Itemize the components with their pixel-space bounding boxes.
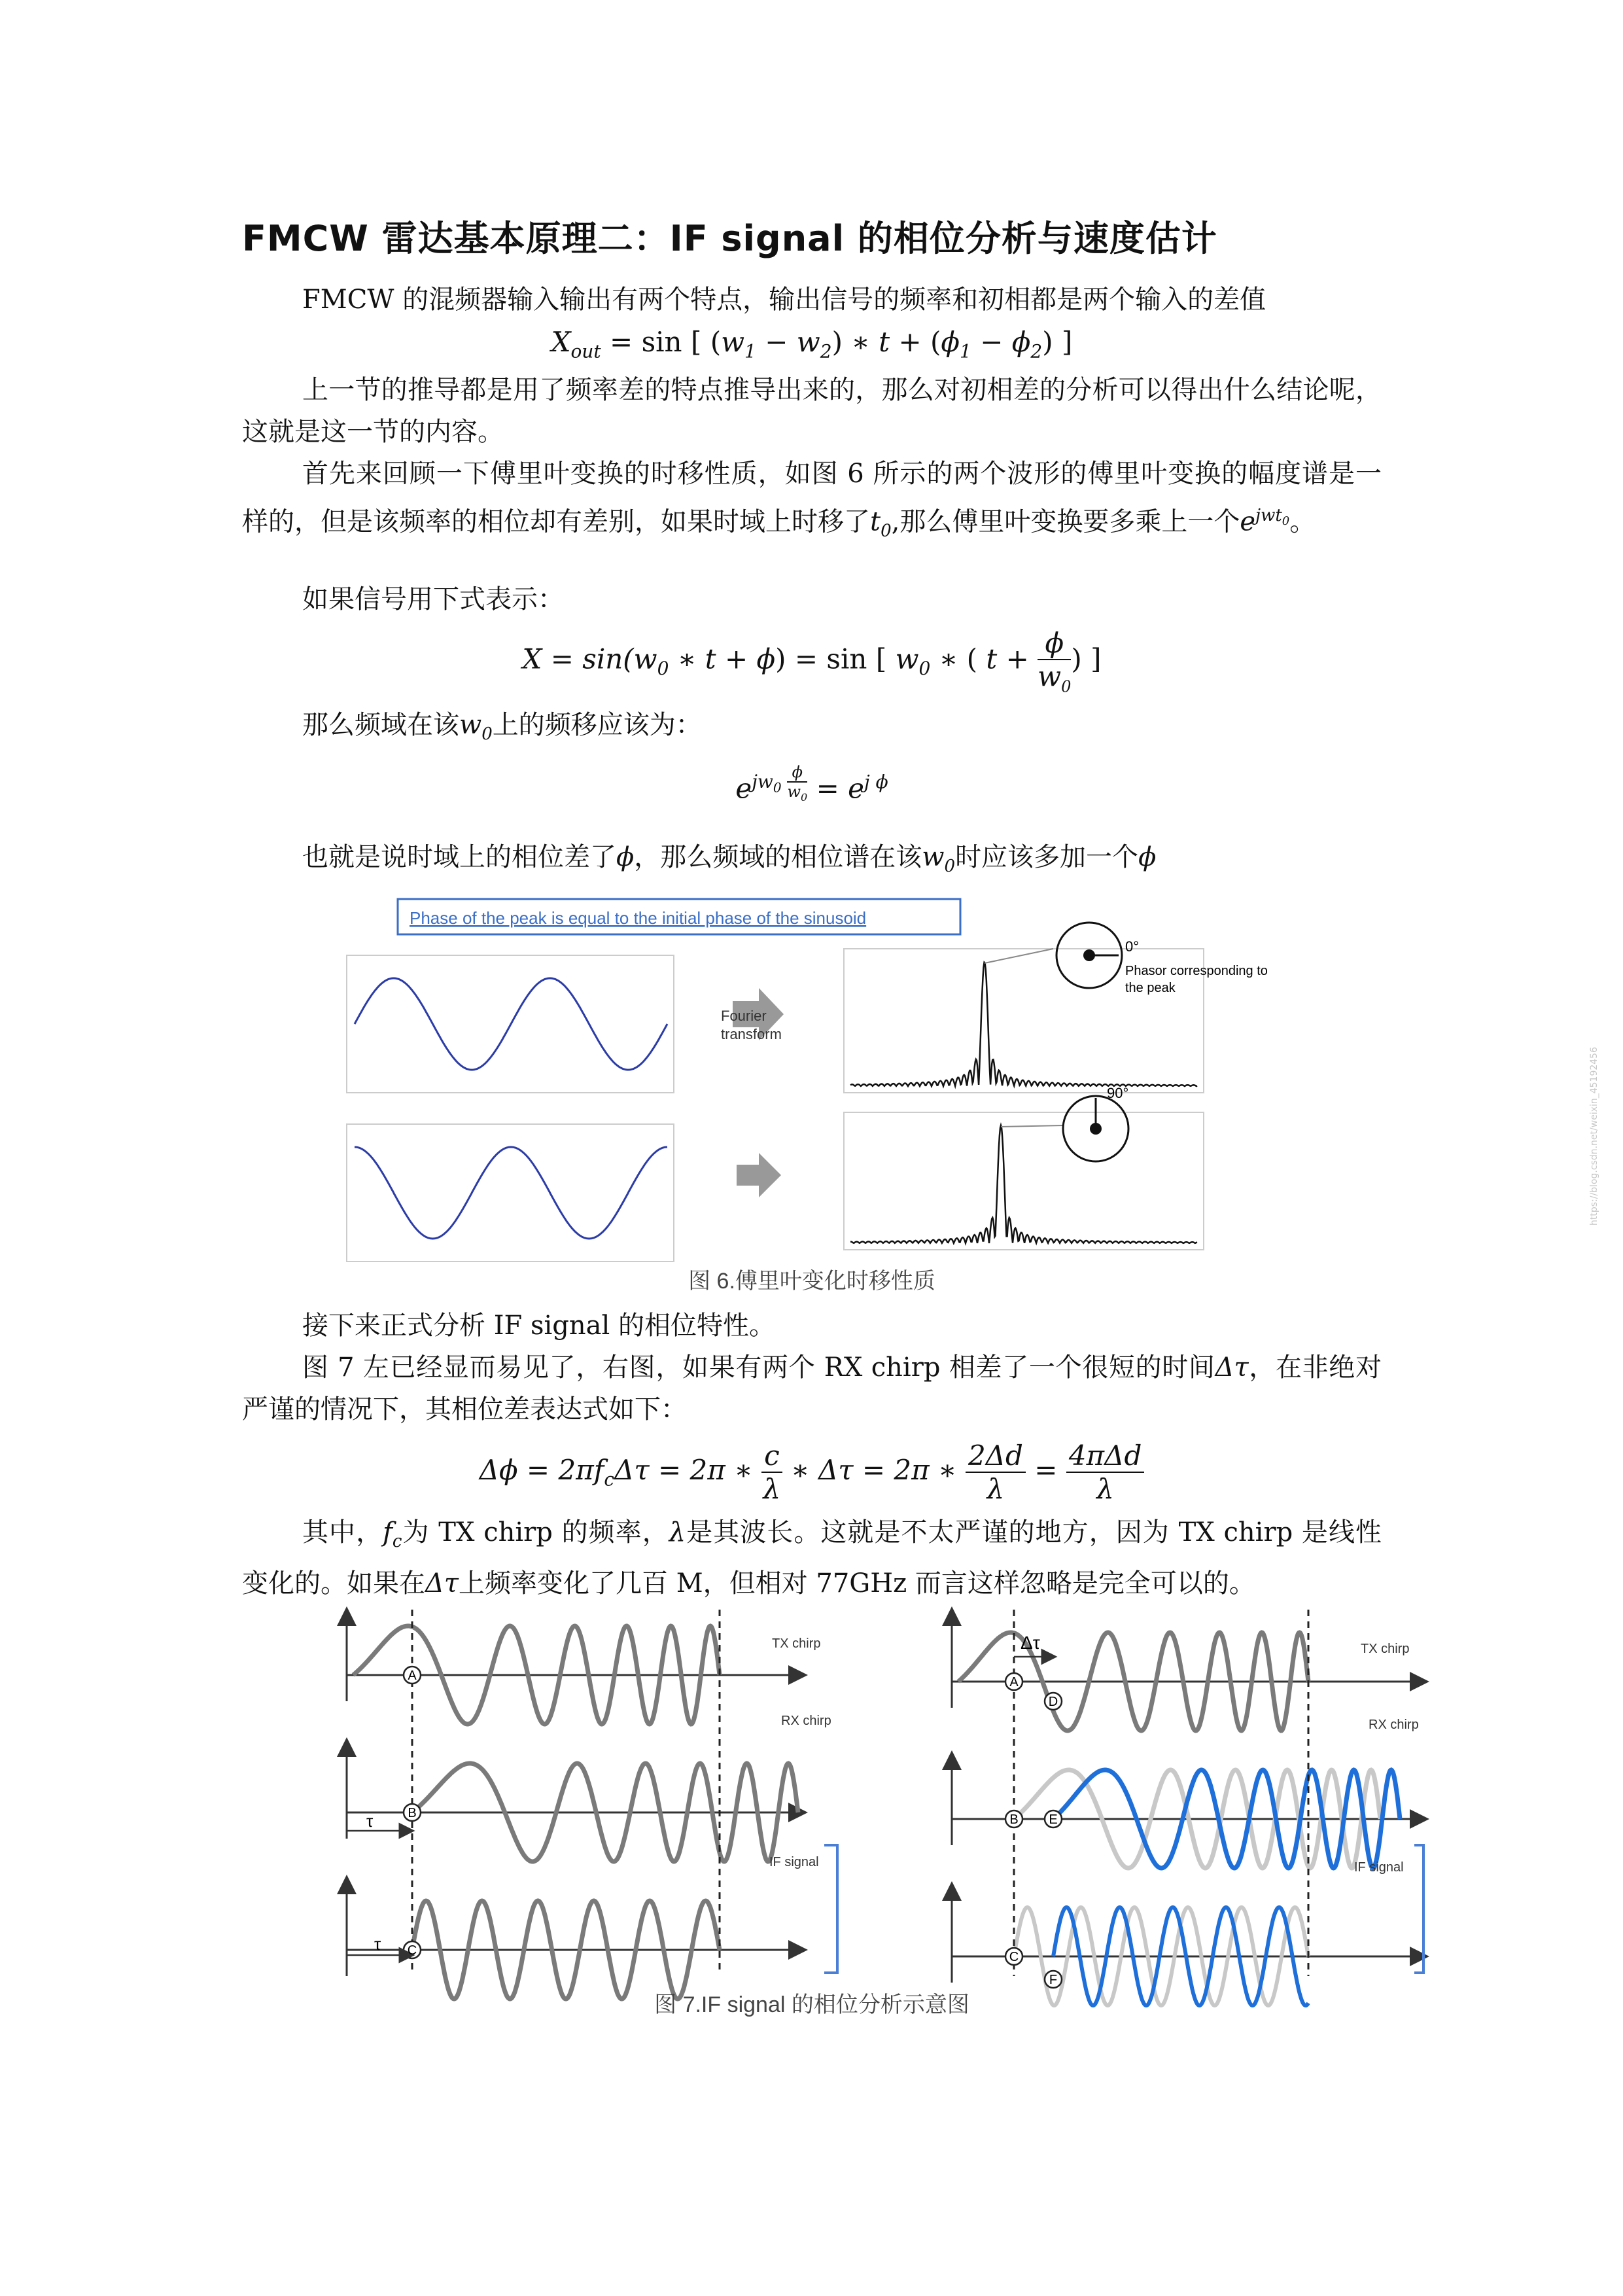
- marker-a: A: [1009, 1675, 1019, 1689]
- rx-chirp-label: RX chirp: [1369, 1718, 1419, 1732]
- marker-b: B: [1009, 1812, 1019, 1827]
- rx-chirp-label: RX chirp: [781, 1714, 831, 1728]
- equation-phase-diff: $\Delta\phi = 2\pi f_c\Delta\tau = 2\pi$ ∗ $\frac{c}{\lambda}$ ∗ Δτ = 2π ∗ $\frac{2\Delta d}{\lambda}$ = 4πΔd λ: [242, 1439, 1382, 1505]
- figure-7-right-panel: [952, 1610, 1423, 2005]
- banner-text: Phase of the peak is equal to the initial phase of the sinusoid: [410, 908, 867, 928]
- phasor-note-2: the peak: [1125, 981, 1176, 995]
- equation-signal: $X = \sin(w_0$ ∗ t + ϕ) = sin [ $w_0$ ∗ ( t + $\frac{\phi}{w_0}$ ) ]: [522, 627, 1102, 696]
- figure-7: [327, 1597, 1426, 1987]
- paragraph-6: 也就是说时域上的相位差了ϕ，那么频域的相位谱在该$w_0$时应该多加一个ϕ: [302, 842, 1157, 876]
- marker-c: C: [407, 1943, 417, 1958]
- equation-xout: $X_{out} = \sin$ [ $(w_1 - w_2)$ ∗ $t + (\phi_1 - \phi_2)$ ]: [551, 326, 1073, 362]
- figure-6: [301, 890, 1268, 1256]
- plot-bottom-left-sine: [347, 1124, 674, 1262]
- marker-a: A: [408, 1669, 417, 1683]
- paragraph-2: 上一节的推导都是用了频率差的特点推导出来的，那么对初相差的分析可以得出什么结论呢，这就是这一节的内容。: [242, 375, 1382, 447]
- paragraph-7: 接下来正式分析 IF signal 的相位特性。: [302, 1311, 776, 1341]
- paragraph-9: 其中，$f_c$为 TX chirp 的频率，λ是其波长。这就是不太严谨的地方，因为 TX chirp 是线性变化的。如果在Δτ上频率变化了几百 M，但相对 77GHz 而言这样忽略是完全可以的。: [242, 1517, 1382, 1598]
- phasor-angle-90: 90°: [1107, 1085, 1129, 1101]
- marker-e: E: [1049, 1812, 1058, 1827]
- delta-tau-label: Δτ: [1021, 1633, 1040, 1653]
- equation-phase-shift: $e^{jw_0 \frac{\phi}{w_0}}$ = $e^{j \phi}$: [735, 763, 888, 805]
- arrow-label-2: transform: [721, 1026, 782, 1042]
- paragraph-4: 如果信号用下式表示：: [302, 584, 564, 614]
- crop-bracket: [1414, 1845, 1423, 1973]
- plot-top-left-sine: [347, 955, 674, 1093]
- tau-label: τ: [366, 1811, 374, 1831]
- figure-7-left-panel: [347, 1610, 837, 1999]
- phasor-angle-0: 0°: [1125, 938, 1140, 955]
- paragraph-3: 首先来回顾一下傅里叶变换的时移性质，如图 6 所示的两个波形的傅里叶变换的幅度谱是一样的，但是该频率的相位却有差别，如果时域上时移了$t_0$,那么傅里叶变换要多乘上一个$e^{jwt_0}$。: [242, 459, 1382, 541]
- paragraph-8: 图 7 左已经显而易见了，右图，如果有两个 RX chirp 相差了一个很短的时间Δτ，在非绝对严谨的情况下，其相位差表达式如下：: [242, 1352, 1382, 1424]
- figure-7-caption: 图 7.IF signal 的相位分析示意图: [654, 1992, 969, 2017]
- crop-bracket: [824, 1845, 837, 1973]
- marker-b: B: [408, 1806, 417, 1820]
- arrow-icon: [737, 1153, 781, 1197]
- marker-f: F: [1049, 1973, 1058, 1987]
- tau-label: τ: [374, 1934, 381, 1954]
- paragraph-5: 那么频域在该$w_0$上的频移应该为：: [302, 710, 702, 744]
- figure-6-caption: 图 6.傅里叶变化时移性质: [688, 1269, 935, 1294]
- arrow-label-1: Fourier: [721, 1008, 767, 1024]
- tx-chirp-label: TX chirp: [1361, 1642, 1410, 1656]
- page-title: FMCW 雷达基本原理二：IF signal 的相位分析与速度估计: [242, 218, 1217, 259]
- phasor-note-1: Phasor corresponding to: [1125, 964, 1268, 978]
- if-signal-label: IF signal: [769, 1855, 819, 1869]
- tx-chirp-label: TX chirp: [772, 1636, 821, 1651]
- paragraph-1: FMCW 的混频器输入输出有两个特点，输出信号的频率和初相都是两个输入的差值: [302, 285, 1266, 315]
- plot-bottom-spectrum: [844, 1112, 1204, 1250]
- if-signal-label: IF signal: [1354, 1860, 1404, 1875]
- watermark: https://blog.csdn.net/weixin_45192456: [1589, 1047, 1599, 1226]
- marker-d: D: [1048, 1695, 1058, 1709]
- marker-c: C: [1009, 1950, 1019, 1964]
